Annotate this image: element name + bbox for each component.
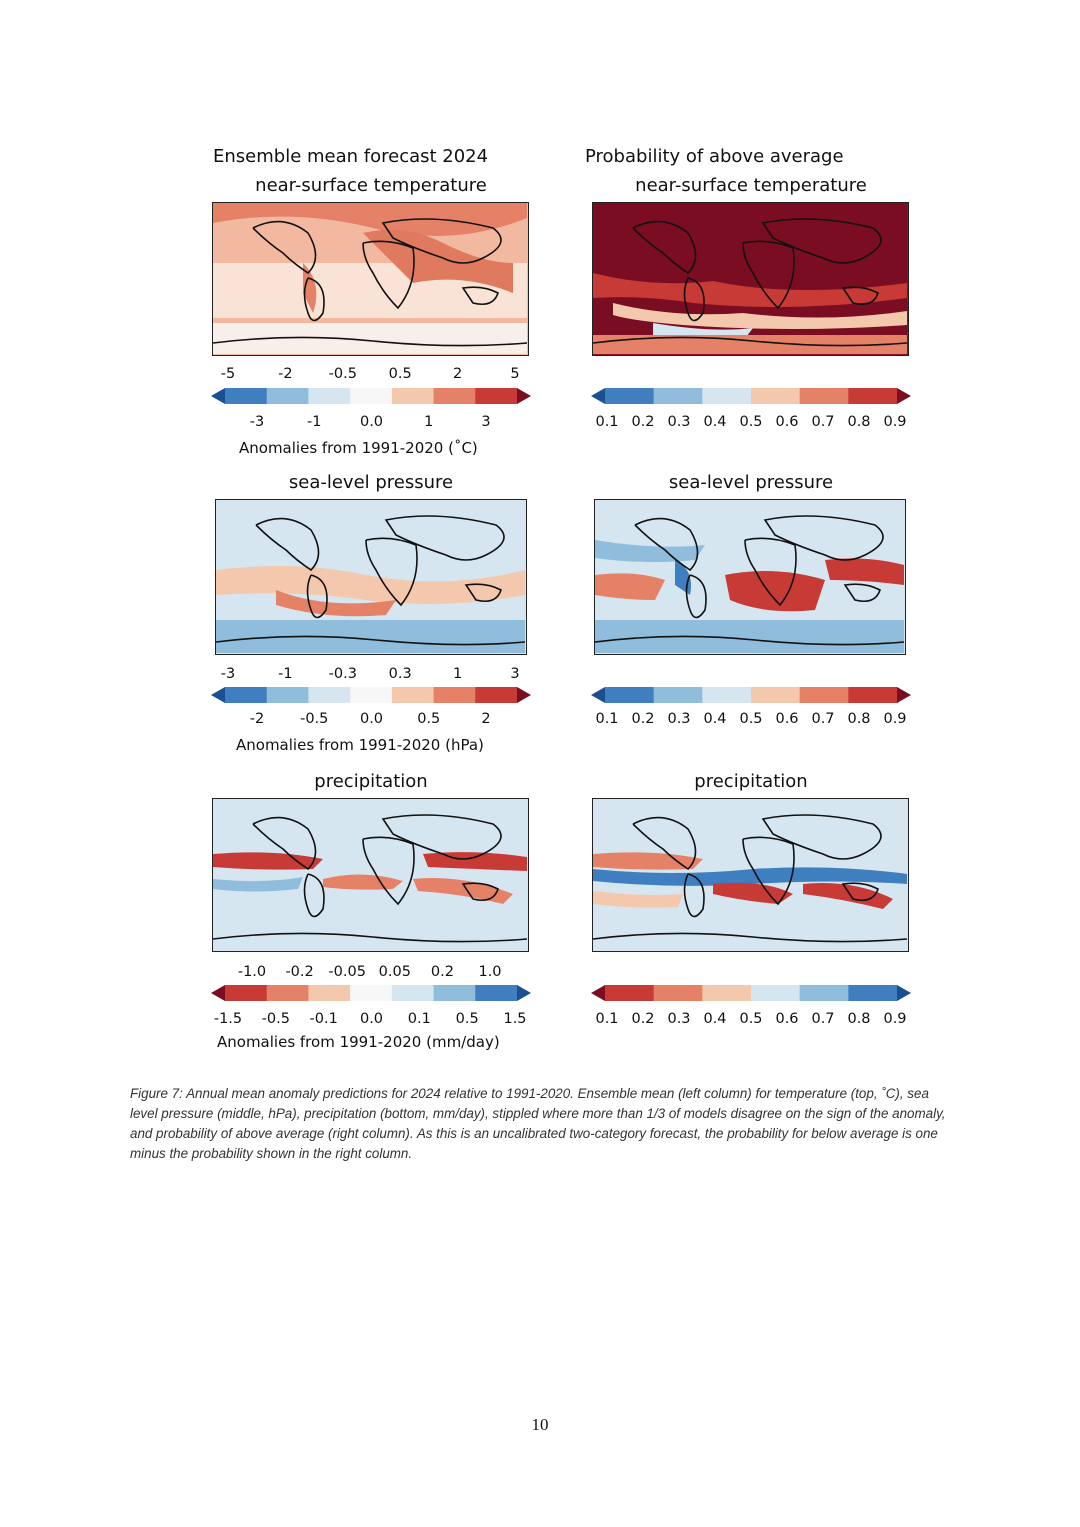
precipitation-mean-colorbar-extend-high [517,985,531,1001]
tick-label: -2 [249,711,265,727]
pressure-probability-colorbar-extend-high [897,687,911,703]
map-pressure-probability [594,499,906,655]
tick-label: -5 [220,366,236,382]
pressure-probability-colorbar-extend-low [591,687,605,703]
left-column-title: Ensemble mean forecast 2024 [213,146,489,167]
tick-label: -0.2 [285,964,314,980]
tick-label: -0.5 [328,366,357,382]
tick-label: 0.2 [631,711,655,727]
colorbar-precipitation-probability [591,985,911,1001]
tick-label: 0.6 [775,414,799,430]
temperature-unit-label: Anomalies from 1991-2020 (˚C) [239,439,478,457]
left-panel-2-title: sea-level pressure [288,472,454,493]
map-precipitation-mean [212,798,529,952]
colorbar-temperature-mean [211,388,531,404]
tick-label: 0.5 [455,1011,479,1027]
map-temperature-probability [592,202,909,356]
precipitation-probability-colorbar-segment [702,985,751,1001]
precipitation-mean-colorbar-segment [308,985,350,1001]
tick-label: 0.6 [775,1011,799,1027]
pressure-unit-label: Anomalies from 1991-2020 (hPa) [236,736,484,754]
tick-label: -3 [249,414,265,430]
tick-label: -0.5 [261,1011,290,1027]
pressure-probability-colorbar-segment [702,687,751,703]
map-temperature-mean [212,202,529,356]
precipitation-mean-colorbar-segment [267,985,309,1001]
map-precipitation-probability [592,798,909,952]
tick-label: 0.5 [739,1011,763,1027]
pressure-mean-colorbar-segment [267,687,309,703]
pressure-mean-colorbar-segment [350,687,392,703]
right-column-title: Probability of above average [585,146,844,167]
colorbar-pressure-probability [591,687,911,703]
precipitation-mean-colorbar-segment [225,985,267,1001]
tick-label: 0.2 [631,1011,655,1027]
temperature-probability-colorbar-extend-low [591,388,605,404]
tick-label: 0.1 [595,414,619,430]
precipitation-mean-colorbar-extend-low [211,985,225,1001]
tick-label: -3 [220,666,236,682]
left-panel-3-title: precipitation [314,771,428,792]
right-panel-3-title: precipitation [694,771,808,792]
tick-label: 0.0 [359,1011,384,1027]
tick-label: 2 [481,711,491,727]
tick-label: -0.5 [300,711,329,727]
pressure-mean-colorbar-segment [308,687,350,703]
tick-label: 0.7 [811,711,835,727]
temperature-probability-colorbar-segment [654,388,703,404]
pressure-mean-colorbar-extend-low [211,687,225,703]
tick-label: 0.05 [378,964,411,980]
figure-caption: Figure 7: Annual mean anomaly predictions for 2024 relative to 1991-2020. Ensemble mean (left column) for temperature (top, ˚C), sea level pressure (middle, hPa), precipitation (bottom, mm/day), stippled where more than 1/3 of models disagree on the sign of the anomaly, and probability of above average (right column). As this is an uncalibrated two-category forecast, the probability for below average is one minus the probability shown in the right column. [130,1086,946,1161]
tick-label: 0.5 [417,711,441,727]
colorbar-temperature-probability [591,388,911,404]
colorbar-precipitation-mean [211,985,531,1001]
tick-label: 1 [424,414,434,430]
temperature-probability-colorbar-segment [605,388,654,404]
tick-label: 0.4 [703,711,727,727]
temperature-mean-colorbar-segment [434,388,476,404]
tick-label: 0.5 [739,414,763,430]
temperature-mean-colorbar-segment [308,388,350,404]
right-panel-2-title: sea-level pressure [668,472,834,493]
precipitation-probability-colorbar-segment [605,985,654,1001]
precipitation-probability-colorbar-segment [848,985,897,1001]
temperature-probability-colorbar-extend-high [897,388,911,404]
pressure-mean-colorbar-segment [475,687,517,703]
pressure-mean-colorbar-extend-high [517,687,531,703]
temperature-mean-colorbar-segment [475,388,517,404]
tick-label: -1.5 [213,1011,243,1027]
tick-label: 0.8 [847,1011,871,1027]
tick-label: 3 [510,666,520,682]
tick-label: 0.6 [775,711,799,727]
precipitation-probability-colorbar-segment [800,985,849,1001]
pressure-probability-colorbar-segment [751,687,800,703]
tick-label: -2 [278,366,293,382]
tick-label: 0.4 [703,414,727,430]
tick-label: 0.4 [703,1011,727,1027]
tick-label: 0.0 [359,711,384,727]
temperature-mean-colorbar-segment [225,388,267,404]
tick-label: 0.2 [631,414,655,430]
page-number: 10 [531,1415,549,1434]
tick-label: 0.8 [847,711,871,727]
precipitation-mean-colorbar-segment [475,985,517,1001]
temperature-probability-colorbar-segment [702,388,751,404]
right-panel-1-title: near-surface temperature [635,175,867,196]
temperature-mean-colorbar-extend-low [211,388,225,404]
tick-label: 0.2 [430,964,454,980]
tick-label: 0.0 [359,414,384,430]
tick-label: 3 [481,414,491,430]
left-panel-1-title: near-surface temperature [255,175,487,196]
tick-label: 0.1 [595,1011,619,1027]
precipitation-probability-colorbar-segment [751,985,800,1001]
tick-label: -1 [278,666,293,682]
tick-label: -0.1 [309,1011,338,1027]
pressure-probability-colorbar-segment [654,687,703,703]
temperature-mean-colorbar-segment [392,388,434,404]
tick-label: 5 [510,366,520,382]
temperature-probability-colorbar-segment [751,388,800,404]
pressure-probability-colorbar-segment [605,687,654,703]
temperature-mean-colorbar-segment [350,388,392,404]
tick-label: 0.1 [595,711,619,727]
precipitation-unit-label: Anomalies from 1991-2020 (mm/day) [217,1033,500,1051]
precipitation-mean-colorbar-segment [392,985,434,1001]
temperature-probability-colorbar-segment [800,388,849,404]
tick-label: 0.3 [667,711,691,727]
tick-label: 0.3 [667,414,691,430]
temperature-mean-colorbar-segment [267,388,309,404]
tick-label: 0.9 [883,414,907,430]
tick-label: 0.9 [883,711,907,727]
precipitation-probability-colorbar-extend-high [897,985,911,1001]
pressure-probability-colorbar-segment [800,687,849,703]
tick-label: 0.7 [811,1011,835,1027]
tick-label: 2 [452,366,463,382]
tick-label: -1 [307,414,322,430]
tick-label: 0.3 [388,666,412,682]
tick-label: -1.0 [237,964,267,980]
tick-label: 1 [452,666,463,682]
pressure-probability-colorbar-segment [848,687,897,703]
precipitation-probability-colorbar-extend-low [591,985,605,1001]
precipitation-mean-colorbar-segment [434,985,476,1001]
pressure-mean-colorbar-segment [434,687,476,703]
tick-label: 0.5 [739,711,763,727]
map-pressure-mean [215,499,527,655]
tick-label: 0.5 [388,366,412,382]
precipitation-probability-colorbar-segment [654,985,703,1001]
tick-label: 0.3 [667,1011,691,1027]
tick-label: 1.0 [478,964,502,980]
tick-label: -0.05 [328,964,366,980]
colorbar-pressure-mean [211,687,531,703]
temperature-probability-colorbar-segment [848,388,897,404]
tick-label: 0.1 [407,1011,431,1027]
tick-label: 0.7 [811,414,835,430]
tick-label: -0.3 [328,666,357,682]
tick-label: 0.8 [847,414,871,430]
temperature-mean-colorbar-extend-high [517,388,531,404]
tick-label: 0.9 [883,1011,907,1027]
tick-label: 1.5 [503,1011,527,1027]
pressure-mean-colorbar-segment [225,687,267,703]
pressure-mean-colorbar-segment [392,687,434,703]
precipitation-mean-colorbar-segment [350,985,392,1001]
